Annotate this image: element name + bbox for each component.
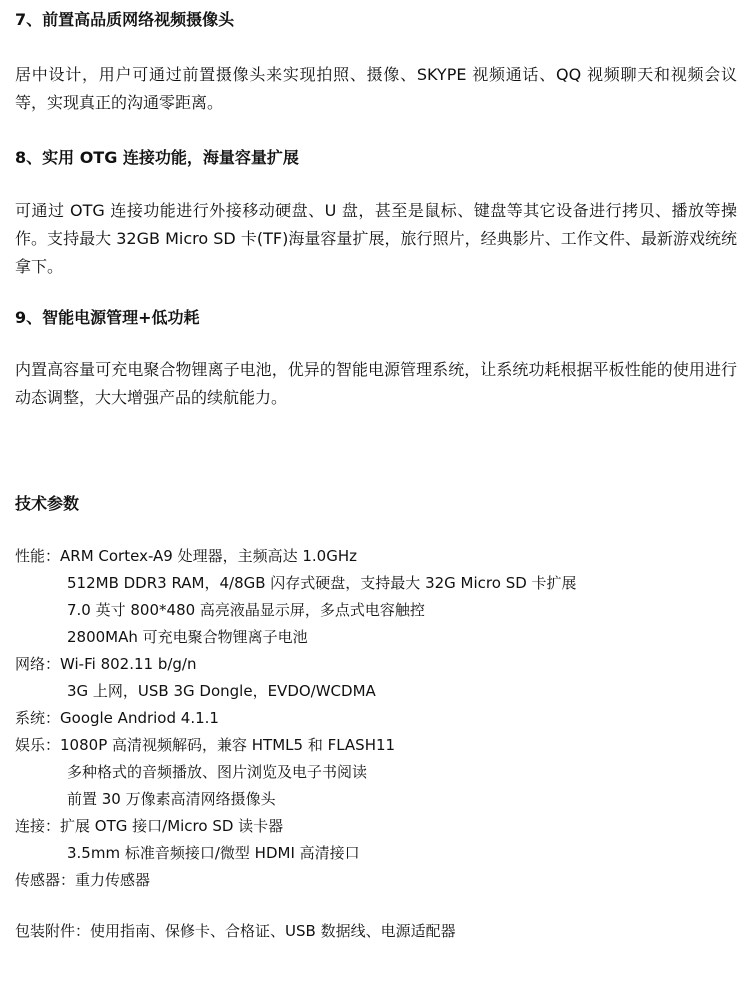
spec-connectivity-line-2: 3.5mm 标准音频接口/微型 HDMI 高清接口 — [67, 844, 360, 862]
spec-system-line-1: Google Andriod 4.1.1 — [60, 709, 219, 727]
spec-sensor-row — [15, 870, 150, 890]
spec-network-line-2: 3G 上网，USB 3G Dongle，EVDO/WCDMA — [67, 682, 376, 700]
spec-package-label: 包装附件： — [15, 922, 91, 940]
specs-title: 技术参数 — [15, 494, 80, 513]
spec-entertainment-row — [15, 735, 395, 755]
section-7-paragraph: 居中设计，用户可通过前置摄像头来实现拍照、摄像、SKYPE 视频通话、QQ 视频聊天和视频会议等，实现真正的沟通零距离。 — [15, 65, 737, 112]
spec-performance-line-4: 2800MAh 可充电聚合物锂离子电池 — [67, 628, 308, 646]
section-7-heading: 7、前置高品质网络视频摄像头 — [15, 10, 235, 29]
spec-entertainment-label: 娱乐： — [15, 736, 61, 754]
spec-package-row — [15, 921, 456, 941]
spec-connectivity-row — [15, 816, 283, 836]
spec-network-line-1: Wi-Fi 802.11 b/g/n — [60, 655, 197, 673]
spec-entertainment-line-2: 多种格式的音频播放、图片浏览及电子书阅读 — [67, 763, 368, 781]
section-9-paragraph: 内置高容量可充电聚合物锂离子电池，优异的智能电源管理系统，让系统功耗根据平板性能的使用进行动态调整，大大增强产品的续航能力。 — [15, 360, 737, 407]
spec-network-label: 网络： — [15, 655, 61, 673]
spec-connectivity-line-1: 扩展 OTG 接口/Micro SD 读卡器 — [60, 817, 284, 835]
spec-performance-row — [15, 546, 357, 566]
spec-performance-line-1: ARM Cortex-A9 处理器，主频高达 1.0GHz — [60, 547, 358, 565]
spec-entertainment-line-1: 1080P 高清视频解码，兼容 HTML5 和 FLASH11 — [60, 736, 396, 754]
spec-network-row — [15, 654, 196, 674]
spec-package-value: 使用指南、保修卡、合格证、USB 数据线、电源适配器 — [90, 922, 456, 940]
spec-performance-line-2: 512MB DDR3 RAM，4/8GB 闪存式硬盘，支持最大 32G Micro SD 卡扩展 — [67, 574, 577, 592]
spec-performance-line-3: 7.0 英寸 800*480 高亮液晶显示屏，多点式电容触控 — [67, 601, 425, 619]
spec-performance-label: 性能： — [15, 547, 61, 565]
spec-sensor-label: 传感器： — [15, 871, 76, 889]
spec-system-row — [15, 708, 219, 728]
section-8-paragraph: 可通过 OTG 连接功能进行外接移动硬盘、U 盘，甚至是鼠标、键盘等其它设备进行拷贝、播放等操作。支持最大 32GB Micro SD 卡(TF)海量容量扩展，旅行照片，经典影片、工作文件、最新游戏统统拿下。 — [15, 201, 737, 276]
spec-sensor-value: 重力传感器 — [75, 871, 151, 889]
spec-entertainment-line-3: 前置 30 万像素高清网络摄像头 — [67, 790, 276, 808]
spec-connectivity-label: 连接： — [15, 817, 61, 835]
section-9-heading: 9、智能电源管理+低功耗 — [15, 308, 200, 327]
spec-system-label: 系统： — [15, 709, 61, 727]
section-8-heading: 8、实用 OTG 连接功能，海量容量扩展 — [15, 148, 299, 167]
